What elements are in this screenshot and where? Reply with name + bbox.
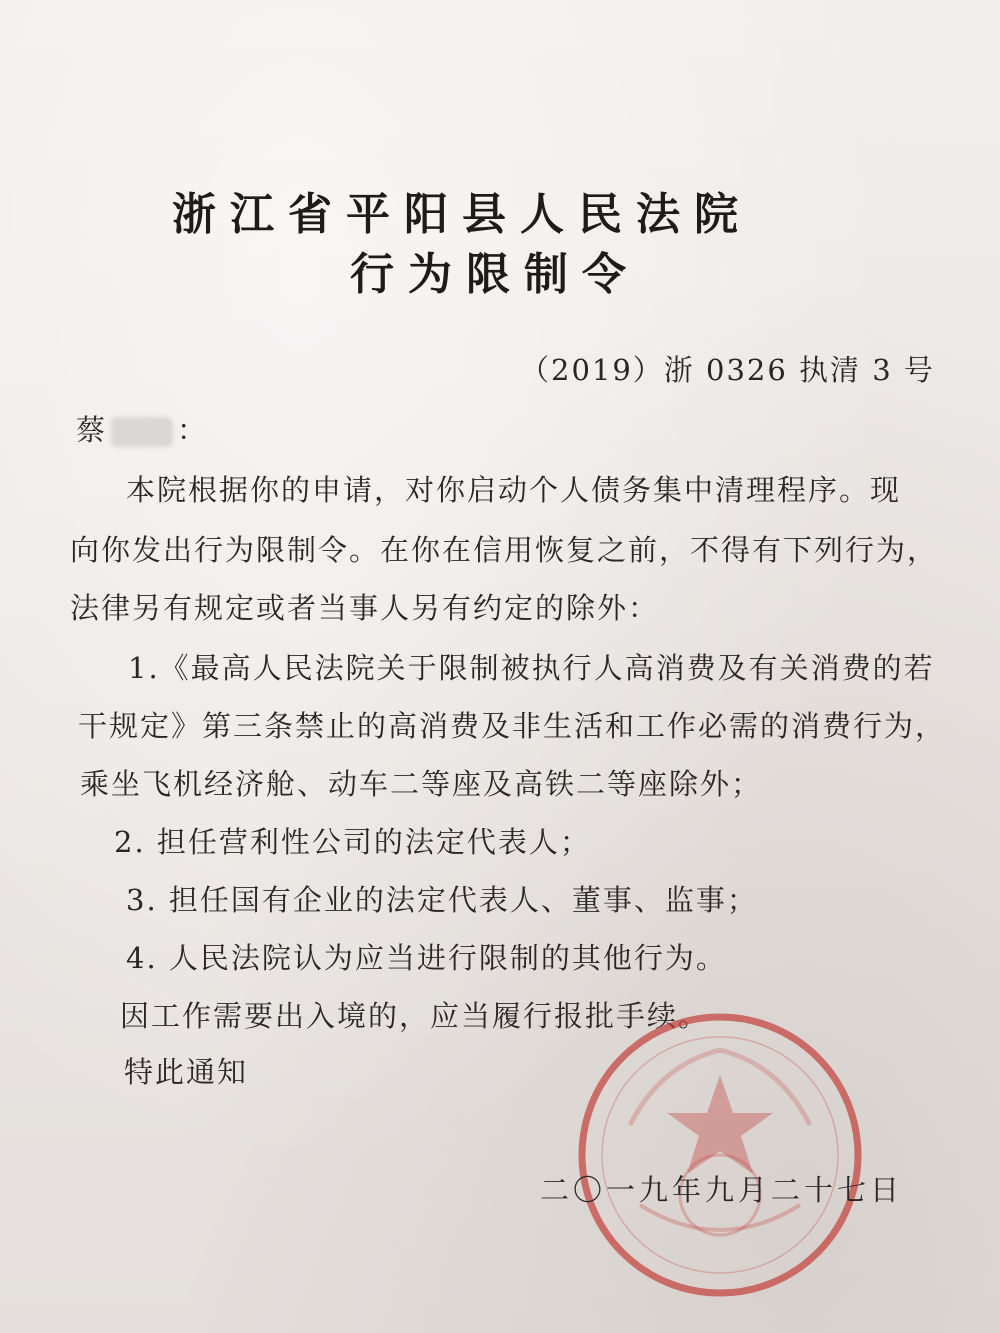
- exit-entry-note: 因工作需要出入境的，应当履行报批手续。: [120, 999, 710, 1033]
- closing-notice: 特此通知: [124, 1055, 249, 1089]
- document-type-title: 行为限制令: [350, 249, 640, 300]
- item-4: 4. 人民法院认为应当进行限制的其他行为。: [126, 941, 727, 975]
- intro-line-3: 法律另有规定或者当事人另有约定的除外：: [70, 591, 660, 625]
- addressee-name: 蔡: [76, 413, 108, 447]
- item-3: 3. 担任国有企业的法定代表人、董事、监事；: [126, 883, 758, 917]
- intro-line-1: 本院根据你的申请，对你启动个人债务集中清理程序。现: [126, 473, 902, 507]
- item-1-line-3: 乘坐飞机经济舱、动车二等座及高铁二等座除外；: [80, 767, 763, 801]
- addressee-line: [76, 408, 208, 449]
- item-1-line-2: 干规定》第三条禁止的高消费及非生活和工作必需的消费行为，: [78, 709, 947, 743]
- addressee-colon: ：: [177, 413, 209, 447]
- court-seal-stamp: [570, 1005, 870, 1305]
- item-1-line-1: 1.《最高人民法院关于限制被执行人高消费及有关消费的若: [128, 651, 935, 685]
- intro-line-2: 向你发出行为限制令。在你在信用恢复之前，不得有下列行为，: [70, 533, 939, 567]
- case-number: （2019）浙 0326 执清 3 号: [520, 353, 935, 387]
- court-name-title: 浙江省平阳县人民法院: [172, 189, 752, 240]
- issue-date: 二〇一九年九月二十七日: [540, 1173, 904, 1207]
- redaction-block: [111, 417, 173, 447]
- item-2: 2. 担任营利性公司的法定代表人；: [114, 825, 591, 859]
